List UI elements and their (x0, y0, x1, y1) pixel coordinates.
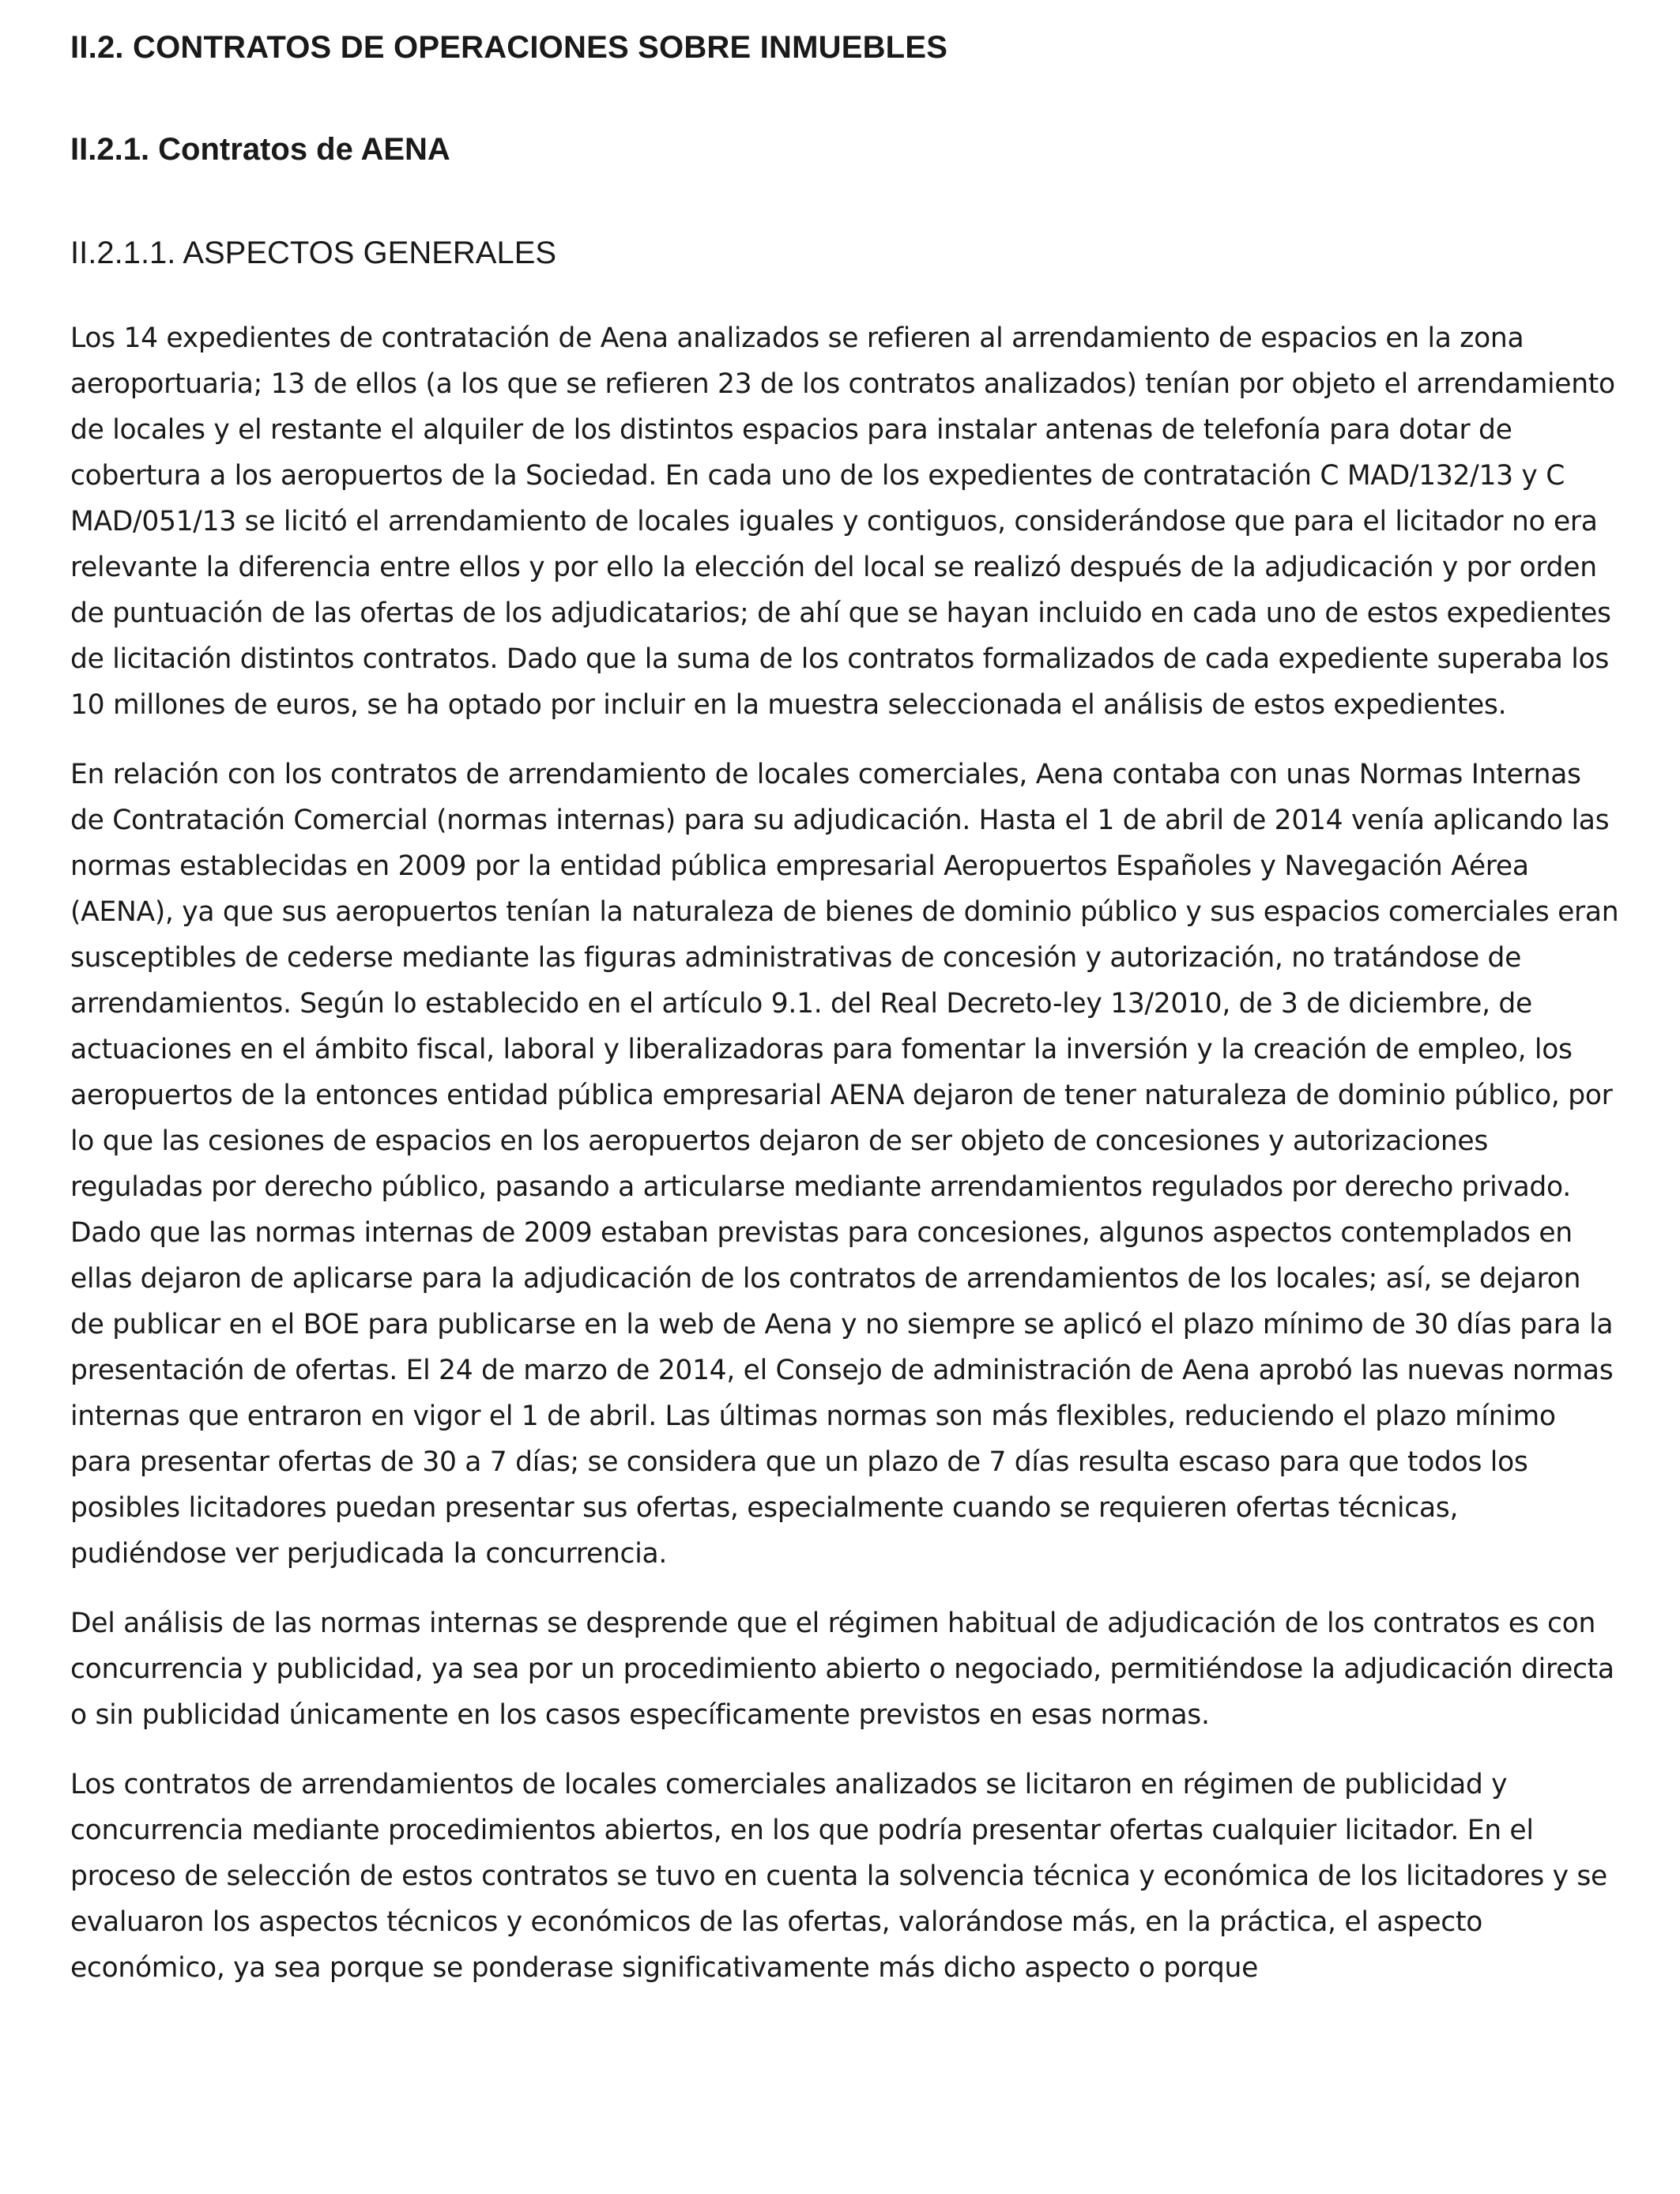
body-text (70, 315, 1619, 1991)
paragraph-regimen-adjudicacion: Del análisis de las normas internas se desprende que el régimen habitual de adjudicación de los contratos es con concurrencia y publicidad, ya sea por un procedimiento abierto o negociado, permitiéndose la adjudicación directa o sin publicidad únicamente en los casos específicamente previstos en esas normas. (70, 1608, 1614, 1731)
subsection-title: II.2.1. Contratos de AENA (70, 132, 450, 167)
document-page (70, 25, 1619, 2015)
paragraph-normas-internas: En relación con los contratos de arrendamiento de locales comerciales, Aena contaba con unas Normas Internas de Contratación Comercial (normas internas) para su adjudicación. Hasta el 1 de abril de 2014 venía aplicando las normas establecidas en 2009 por la entidad pública empresarial Aeropuertos Españoles y Navegación Aérea (AENA), ya que sus aeropuertos tenían la naturaleza de bienes de dominio público y sus espacios comerciales eran susceptibles de cederse mediante las figuras administrativas de concesión y autorización, no tratándose de arrendamientos. Según lo establecido en el artículo 9.1. del Real Decreto-ley 13/2010, de 3 de diciembre, de actuaciones en el ámbito fiscal, laboral y liberalizadoras para fomentar la inversión y la creación de empleo, los aeropuertos de la entonces entidad pública empresarial AENA dejaron de tener naturaleza de dominio público, por lo que las cesiones de espacios en los aeropuertos dejaron de ser objeto de concesiones y autorizaciones reguladas por derecho público, pasando a articularse mediante arrendamientos regulados por derecho privado. Dado que las normas internas de 2009 estaban previstas para concesiones, algunos aspectos contemplados en ellas dejaron de aplicarse para la adjudicación de los contratos de arrendamientos de los locales; así, se dejaron de publicar en el BOE para publicarse en la web de Aena y no siempre se aplicó el plazo mínimo de 30 días para la presentación de ofertas. El 24 de marzo de 2014, el Consejo de administración de Aena aprobó las nuevas normas internas que entraron en vigor el 1 de abril. Las últimas normas son más flexibles, reduciendo el plazo mínimo para presentar ofertas de 30 a 7 días; se considera que un plazo de 7 días resulta escaso para que todos los posibles licitadores puedan presentar sus ofertas, especialmente cuando se requieren ofertas técnicas, pudiéndose ver perjudicada la concurrencia. (70, 759, 1619, 1570)
paragraph-contratos-locales: Los contratos de arrendamientos de locales comerciales analizados se licitaron en régimen de publicidad y concurrencia mediante procedimientos abiertos, en los que podría presentar ofertas cualquier licitador. En el proceso de selección de estos contratos se tuvo en cuenta la solvencia técnica y económica de los licitadores y se evaluaron los aspectos técnicos y económicos de las ofertas, valorándose más, en la práctica, el aspecto económico, ya sea porque se ponderase significativamente más dicho aspecto o porque (70, 1769, 1607, 1984)
section-title: II.2. CONTRATOS DE OPERACIONES SOBRE INMUEBLES (70, 30, 948, 65)
subsubsection-title: II.2.1.1. ASPECTOS GENERALES (70, 236, 557, 270)
paragraph-expedientes: Los 14 expedientes de contratación de Aena analizados se refieren al arrendamiento de espacios en la zona aeroportuaria; 13 de ellos (a los que se refieren 23 de los contratos analizados) tenían por objeto el arrendamiento de locales y el restante el alquiler de los distintos espacios para instalar antenas de telefonía para dotar de cobertura a los aeropuertos de la Sociedad. En cada uno de los expedientes de contratación C MAD/132/13 y C MAD/051/13 se licitó el arrendamiento de locales iguales y contiguos, considerándose que para el licitador no era relevante la diferencia entre ellos y por ello la elección del local se realizó después de la adjudicación y por orden de puntuación de las ofertas de los adjudicatarios; de ahí que se hayan incluido en cada uno de estos expedientes de licitación distintos contratos. Dado que la suma de los contratos formalizados de cada expediente superaba los 10 millones de euros, se ha optado por incluir en la muestra seleccionada el análisis de estos expedientes. (70, 322, 1615, 721)
